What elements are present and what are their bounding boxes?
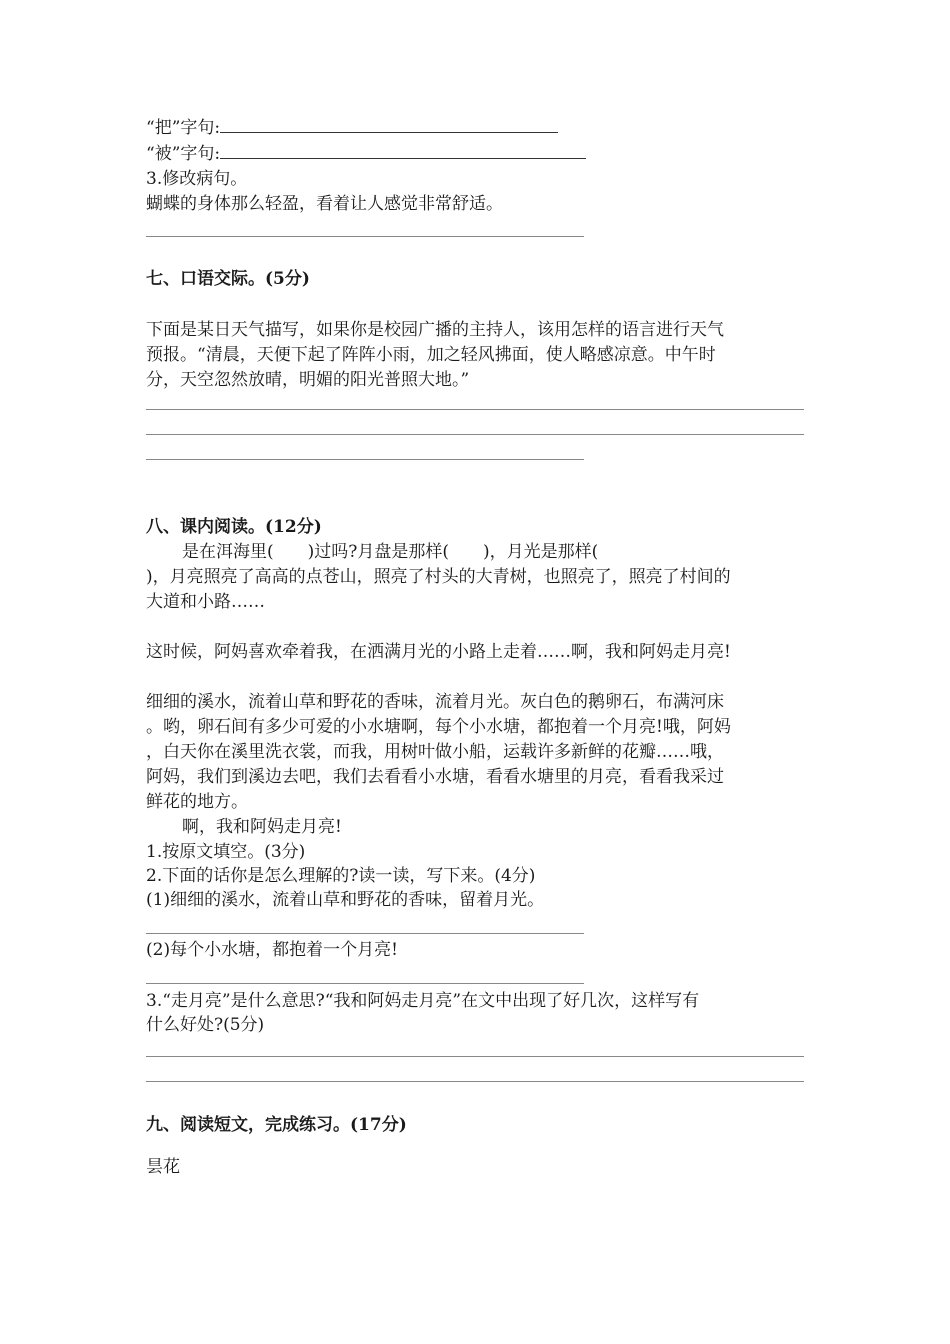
section-7-heading: 七、口语交际。(5分)	[146, 269, 310, 289]
section-8-question-2: 2.下面的话你是怎么理解的?读一读，写下来。(4分)	[146, 866, 536, 886]
sick-sentence: 蝴蝶的身体那么轻盈，看着让人感觉非常舒适。	[146, 194, 503, 214]
bei-sentence-label: “被”字句:	[146, 144, 221, 164]
passage-p3-line-4: 阿妈，我们到溪边去吧，我们去看看小水塘，看看水塘里的月亮，看看我采过	[146, 767, 724, 787]
section-8-question-2-2: (2)每个小水塘，都抱着一个月亮!	[146, 940, 398, 960]
section-8-question-1: 1.按原文填空。(3分)	[146, 842, 306, 862]
passage-p2: 这时候，阿妈喜欢牵着我，在洒满月光的小路上走着……啊，我和阿妈走月亮!	[146, 642, 731, 662]
passage-p3-line-5: 鲜花的地方。	[146, 792, 248, 812]
section-7-answer-line-1[interactable]	[146, 409, 804, 410]
question-3-answer-line-2[interactable]	[146, 1081, 804, 1082]
question-3-answer-line-1[interactable]	[146, 1056, 804, 1057]
ba-sentence-label: “把”字句:	[146, 118, 221, 138]
sick-sentence-answer-line[interactable]	[146, 236, 584, 237]
passage-p3-line-1: 细细的溪水，流着山草和野花的香味，流着月光。灰白色的鹅卵石，布满河床	[146, 692, 724, 712]
section-9-heading: 九、阅读短文，完成练习。(17分)	[146, 1115, 407, 1135]
section-7-prompt-line-3: 分，天空忽然放晴，明媚的阳光普照大地。”	[146, 370, 470, 390]
section-9-passage-title: 昙花	[146, 1157, 180, 1177]
ba-sentence-answer-line[interactable]	[220, 118, 558, 133]
passage-p1-line-3: 大道和小路……	[146, 592, 265, 612]
section-7-prompt-line-1: 下面是某日天气描写，如果你是校园广播的主持人，该用怎样的语言进行天气	[146, 320, 724, 340]
passage-p1-line-2: )，月亮照亮了高高的点苍山，照亮了村头的大青树，也照亮了，照亮了村间的	[146, 567, 731, 587]
question-3-title: 3.修改病句。	[146, 169, 248, 189]
question-2-2-answer-line[interactable]	[146, 983, 584, 984]
bei-sentence-answer-line[interactable]	[220, 144, 586, 159]
bei-sentence-row	[146, 142, 586, 166]
passage-p3-line-3: ，白天你在溪里洗衣裳，而我，用树叶做小船，运载许多新鲜的花瓣……哦，	[146, 742, 724, 762]
section-8-question-2-1: (1)细细的溪水，流着山草和野花的香味，留着月光。	[146, 890, 545, 910]
section-8-question-3-line-1: 3.“走月亮”是什么意思?“我和阿妈走月亮”在文中出现了好几次，这样写有	[146, 991, 700, 1011]
section-8-heading: 八、课内阅读。(12分)	[146, 517, 322, 537]
passage-p4: 啊，我和阿妈走月亮!	[182, 817, 342, 837]
passage-p1-line-1: 是在洱海里( )过吗?月盘是那样( )，月光是那样(	[182, 542, 599, 562]
section-7-answer-line-3[interactable]	[146, 459, 584, 460]
question-2-1-answer-line[interactable]	[146, 933, 584, 934]
section-7-answer-line-2[interactable]	[146, 434, 804, 435]
section-8-question-3-line-2: 什么好处?(5分)	[146, 1015, 265, 1035]
section-7-prompt-line-2: 预报。“清晨，天便下起了阵阵小雨，加之轻风拂面，使人略感凉意。中午时	[146, 345, 716, 365]
passage-p3-line-2: 。哟，卵石间有多少可爱的小水塘啊，每个小水塘，都抱着一个月亮!哦，阿妈	[146, 717, 731, 737]
ba-sentence-row	[146, 116, 558, 140]
